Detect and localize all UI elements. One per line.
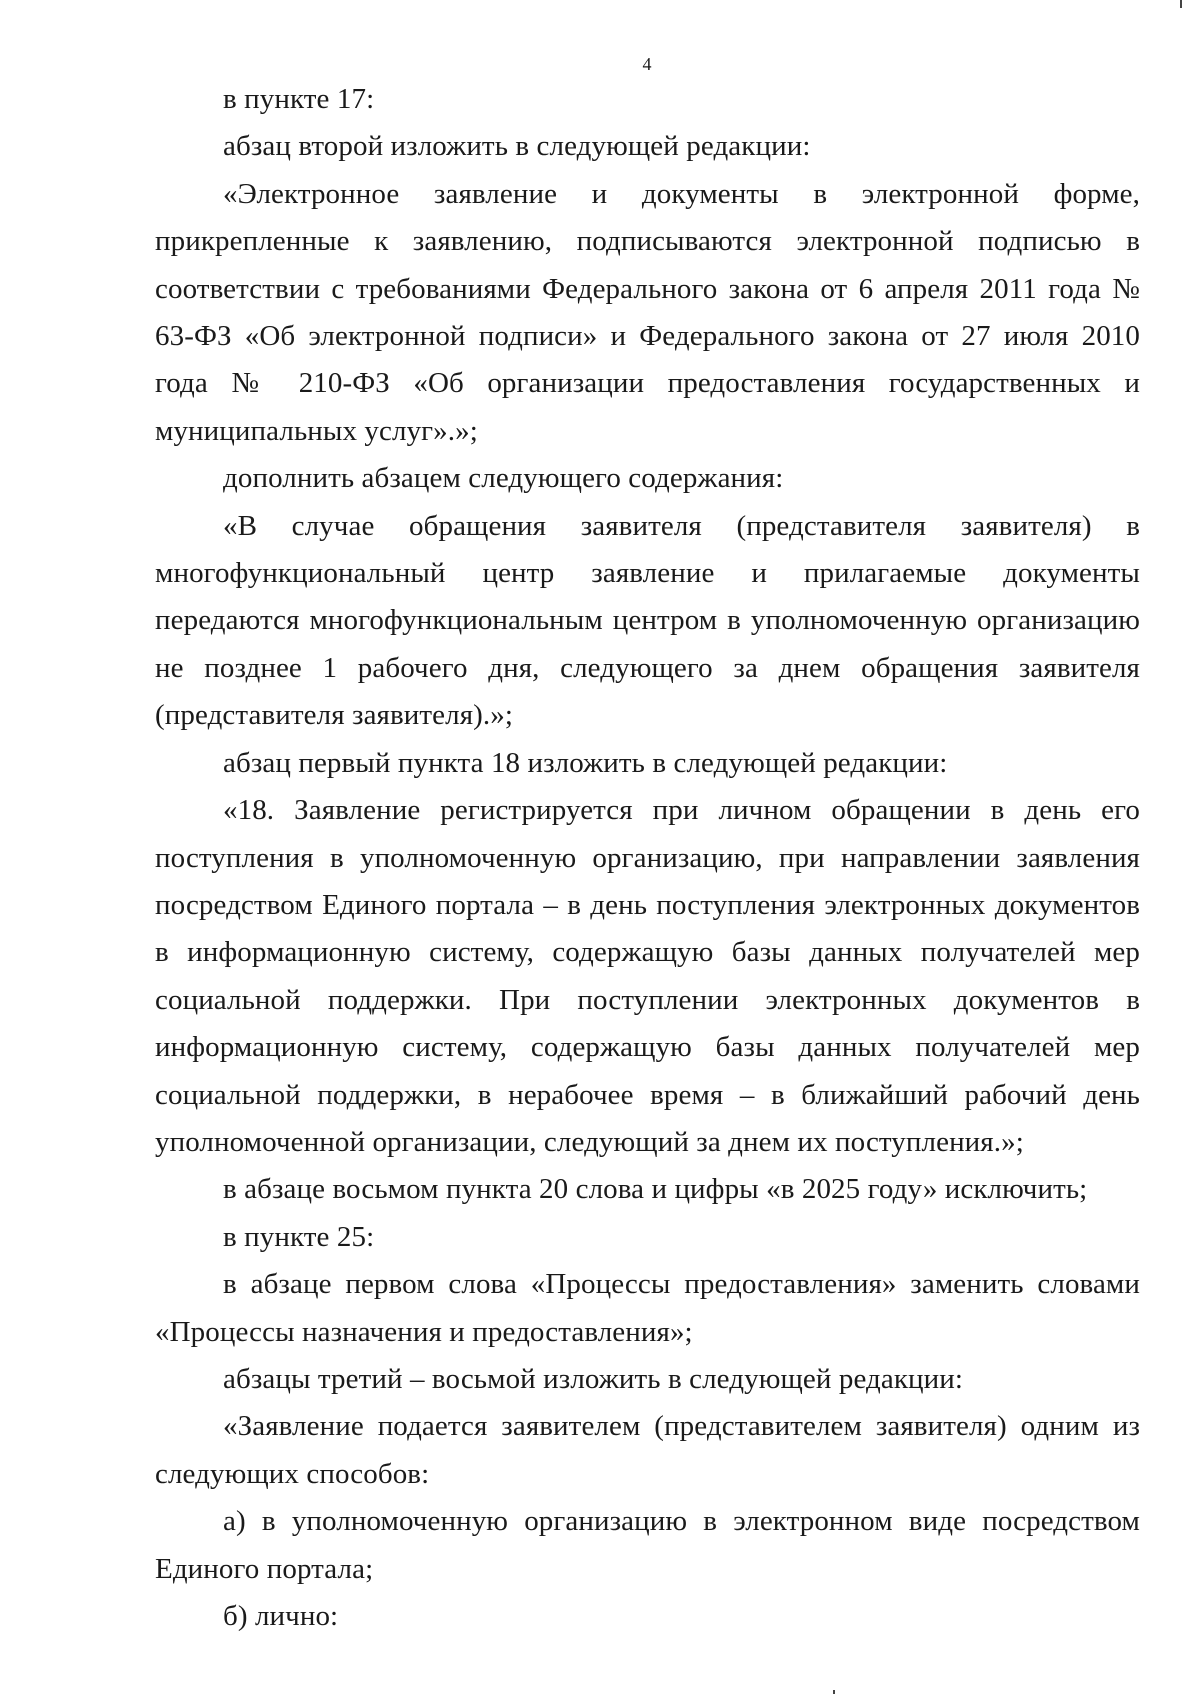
document-body	[155, 76, 1140, 1640]
paragraph: «Электронное заявление и документы в электронной форме, прикрепленные к заявлению, подписываются электронной подписью в соответствии с требованиями Федерального закона от 6 апреля 2011 года № 63-ФЗ «Об электронной подписи» и Федерального закона от 27 июля 2010 года № 210-ФЗ «Об организации предоставления государственных и муниципальных услуг».»;	[155, 177, 1140, 447]
paragraph: б) лично:	[223, 1600, 339, 1632]
paragraph: абзацы третий – восьмой изложить в следующей редакции:	[223, 1362, 964, 1395]
paragraph: в абзаце первом слова «Процессы предоставления» заменить словами «Процессы назначения и предоставления»;	[155, 1268, 1140, 1348]
paragraph: в абзаце восьмом пункта 20 слова и цифры «в 2025 году» исключить;	[223, 1173, 1088, 1206]
scan-artifact	[1180, 0, 1182, 8]
paragraph: «Заявление подается заявителем (представителем заявителя) одним из следующих способов:	[155, 1410, 1140, 1490]
paragraph: а) в уполномоченную организацию в электронном виде посредством Единого портала;	[155, 1505, 1140, 1585]
paragraph: «В случае обращения заявителя (представителя заявителя) в многофункциональный центр заявление и прилагаемые документы передаются многофункциональным центром в уполномоченную организацию не позднее 1 рабочего дня, следующего за днем обращения заявителя (представителя заявителя).»;	[155, 509, 1140, 732]
paragraph: дополнить абзацем следующего содержания:	[223, 462, 784, 495]
page-number: 4	[642, 54, 652, 74]
paragraph: «18. Заявление регистрируется при личном обращении в день его поступления в уполномоченную организацию, при направлении заявления посредством Единого портала – в день поступления электронных документов в информационную систему, содержащую базы данных получателей мер социальной поддержки. При поступлении электронных документов в информационную систему, содержащую базы данных получателей мер социальной поддержки, в нерабочее время – в ближайший рабочий день уполномоченной организации, следующий за днем их поступления.»;	[155, 794, 1140, 1158]
scan-artifact	[833, 1690, 835, 1694]
paragraph: в пункте 25:	[223, 1220, 375, 1253]
paragraph: в пункте 17:	[223, 83, 375, 115]
paragraph: абзац первый пункта 18 изложить в следующей редакции:	[223, 746, 948, 779]
paragraph: абзац второй изложить в следующей редакции:	[223, 130, 811, 163]
